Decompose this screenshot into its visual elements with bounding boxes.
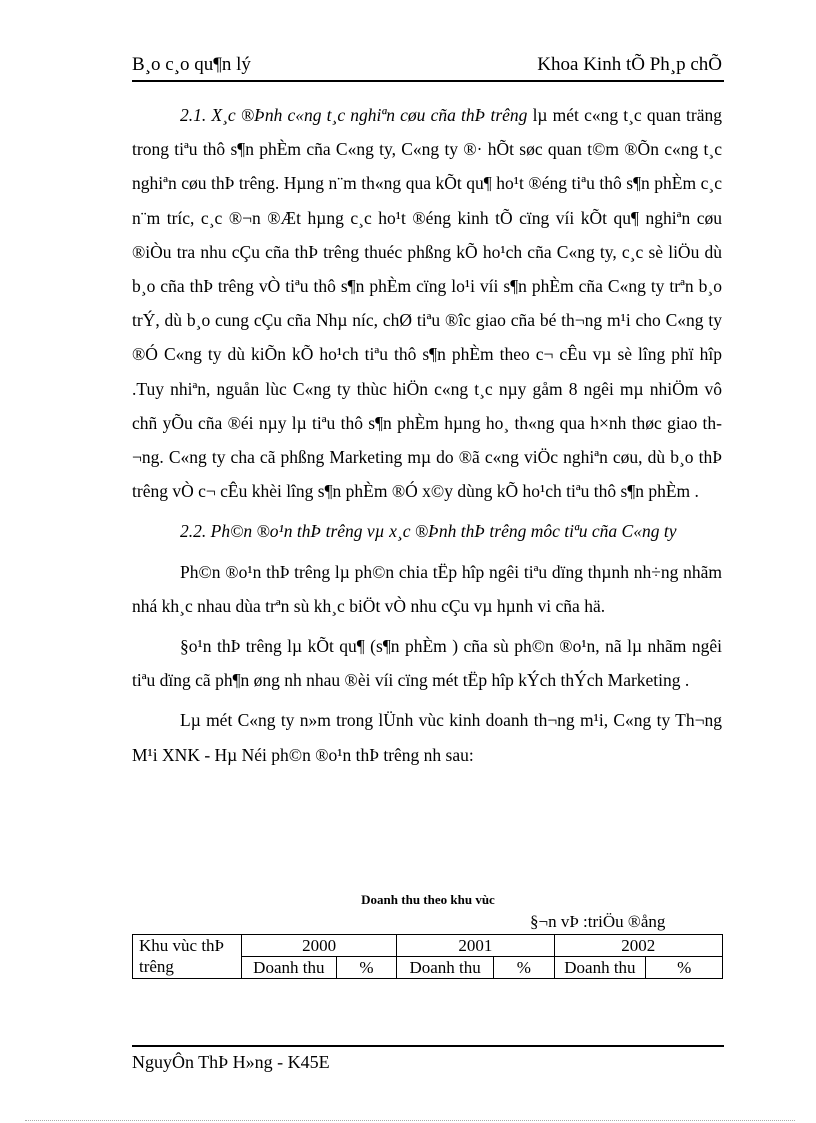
header-faculty: Khoa Kinh tÕ Ph¸p chÕ (537, 54, 722, 75)
region-header-cell: Khu vùc thÞ trêng (133, 935, 242, 979)
year-2002-header: 2002 (554, 935, 722, 957)
page-bottom-border (25, 1120, 795, 1121)
year-2000-header: 2000 (241, 935, 396, 957)
section-2-1-title: 2.1. X¸c ®Þnh c«ng t¸c nghiªn cøu cña thÞ trêng (180, 105, 528, 125)
percent-2000-header: % (336, 957, 397, 979)
paragraph-segment-definition: §o¹n thÞ trêng lµ kÕt qu¶ (s¶n phÈm ) cña sù ph©n ®o¹n, nã lµ nhãm ngêi tiªu dïng cã ph¶n øng nh nhau ®èi víi cïng mét tËp hîp kÝch thÝch Marketing . (132, 636, 722, 691)
year-2001-header: 2001 (397, 935, 554, 957)
revenue-2001-header: Doanh thu (397, 957, 494, 979)
revenue-2002-header: Doanh thu (554, 957, 646, 979)
table-header-row-years (133, 935, 723, 957)
footer-divider (132, 1045, 724, 1047)
paragraph-segmentation-definition: Ph©n ®o¹n thÞ trêng lµ ph©n chia tËp hîp ngêi tiªu dïng thµnh nh÷ng nhãm nhá kh¸c nhau dùa trªn sù kh¸c biÖt vÒ nhu cÇu vµ hµnh vi cña hä. (132, 561, 722, 616)
revenue-by-region-table (132, 934, 723, 979)
document-body (132, 98, 722, 772)
footer-author: NguyÔn ThÞ H»ng - K45E (132, 1052, 330, 1072)
paragraph-market-research-text: lµ mét c«ng t¸c quan träng trong tiªu thô s¶n phÈm cña C«ng ty, C«ng ty ®· hÕt søc quan t©m ®Õn c«ng t¸c nghiªn cøu thÞ trêng. Hµng n¨m th«ng qua kÕt qu¶ ho¹t ®éng tiªu thô s¶n phÈm c¸c n¨m tríc, c¸c ®¬n ®Æt hµng c¸c ho¹t ®éng kinh tÕ cïng víi kÕt qu¶ nghiªn cøu ®iÒu tra nhu cÇu cña thÞ trêng thuéc phßng kÕ ho¹ch cña C«ng ty, c¸c sè liÖu dù b¸o cña thÞ trêng vÒ tiªu thô s¶n phÈm cïng lo¹i víi s¶n phÈm cña C«ng ty trªn b¸o trÝ, dù b¸o cung cÇu cña Nhµ níc, chØ tiªu ®îc giao cña bé th¬ng m¹i cho C«ng ty ®Ó C«ng ty dù kiÕn kÕ ho¹ch tiªu thô s¶n phÈm theo c¬ cÊu vµ sè lîng phï hîp .Tuy nhiªn, nguån lùc C«ng ty thùc hiÖn c«ng t¸c nµy gåm 8 ngêi mµ nhiÖm vô chñ yÕu cña ®éi nµy lµ tiªu thô s¶n phÈm hµng ho¸ th«ng qua h×nh thøc giao th¬ng. C«ng ty cha cã phßng Marketing mµ do ®ã c«ng viÖc nghiªn cøu, dù b¸o thÞ trêng vÒ c¬ cÊu khèi lîng s¶n phÈm ®Ó x©y dùng kÕ ho¹ch tiªu thô s¶n phÈm . (132, 105, 722, 502)
header-report-title: B¸o c¸o qu¶n lý (132, 54, 251, 75)
paragraph-market-research (132, 98, 722, 508)
section-2-2-heading: 2.2. Ph©n ®o¹n thÞ trêng vµ x¸c ®Þnh thÞ trêng môc tiªu cña C«ng ty (180, 521, 677, 542)
revenue-2000-header: Doanh thu (241, 957, 336, 979)
percent-2002-header: % (646, 957, 723, 979)
page-header (132, 54, 724, 82)
table-unit: §¬n vÞ :triÖu ®ång (530, 912, 666, 931)
table-caption: Doanh thu theo khu vùc (361, 892, 495, 907)
percent-2001-header: % (494, 957, 555, 979)
paragraph-company-segmentation: Lµ mét C«ng ty n»m trong lÜnh vùc kinh doanh th¬ng m¹i, C«ng ty Th¬ng M¹i XNK - Hµ Néi ph©n ®o¹n thÞ trêng nh sau: (132, 710, 722, 765)
